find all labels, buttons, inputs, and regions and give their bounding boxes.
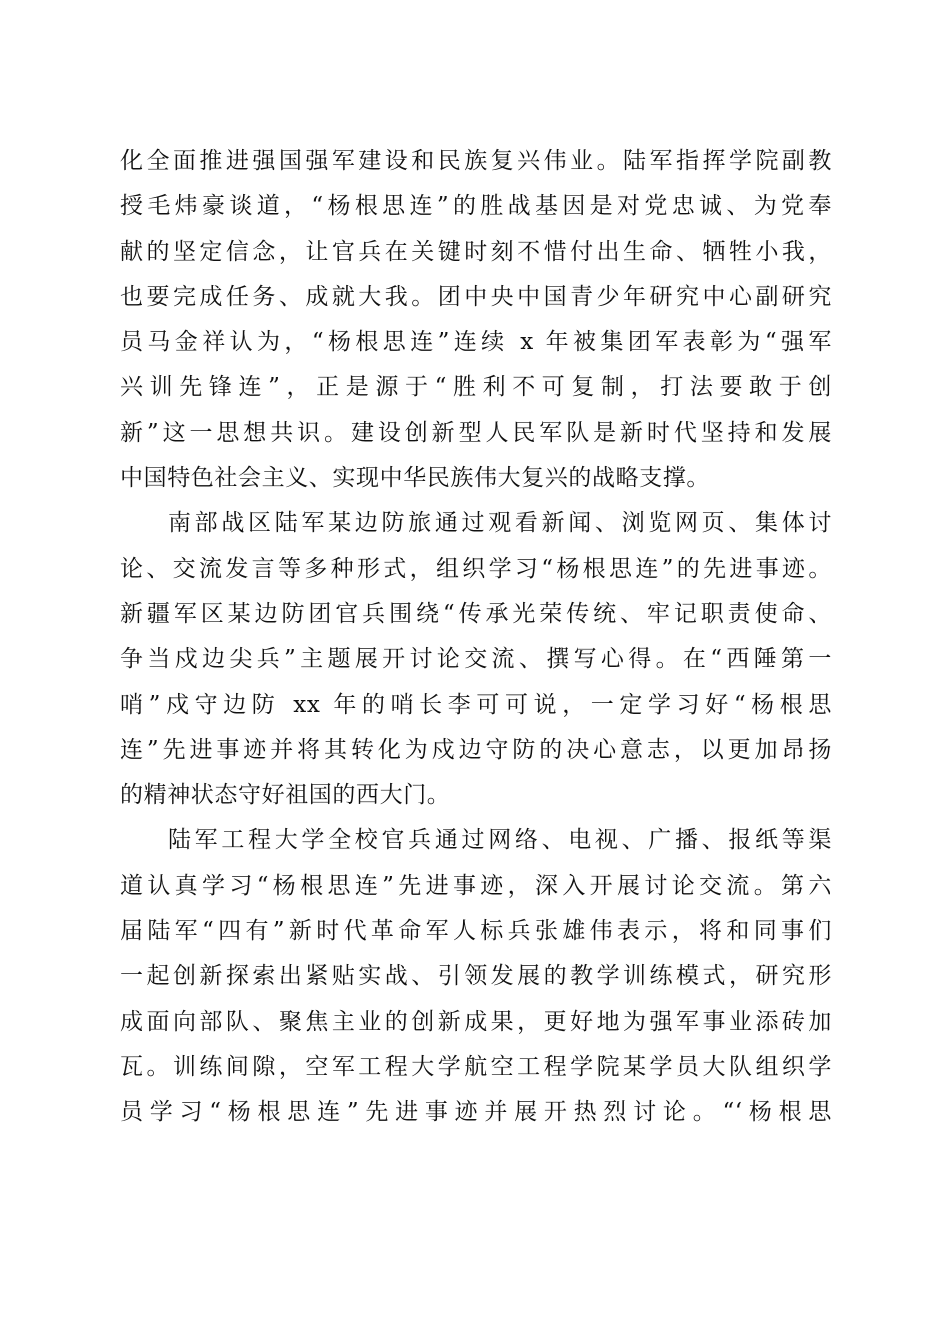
text-line: 也要完成任务、成就大我。团中央中国青少年研究中心副研究 (120, 283, 832, 310)
text-line: 道认真学习“杨根思连”先进事迹，深入开展讨论交流。第六 (120, 872, 832, 899)
text-line: 瓦。训练间隙，空军工程大学航空工程学院某学员大队组织学 (120, 1053, 832, 1080)
text-line: 授毛炜豪谈道，“杨根思连”的胜战基因是对党忠诚、为党奉 (120, 193, 832, 220)
body-text (120, 139, 832, 1136)
text-line: 员学习“杨根思连”先进事迹并展开热烈讨论。“‘杨根思 (120, 1099, 832, 1126)
text-line: 成面向部队、聚焦主业的创新成果，更好地为强军事业添砖加 (120, 1008, 832, 1035)
text-line: 南部战区陆军某边防旅通过观看新闻、浏览网页、集体讨 (168, 510, 832, 537)
text-line: 献的坚定信念，让官兵在关键时刻不惜付出生命、牺牲小我， (120, 238, 832, 265)
text-line: 新”这一思想共识。建设创新型人民军队是新时代坚持和发展 (120, 419, 832, 446)
paragraph-1 (120, 139, 832, 501)
text-line: 论、交流发言等多种形式，组织学习“杨根思连”的先进事迹。 (120, 555, 832, 582)
text-line: 争当戍边尖兵”主题展开讨论交流、撰写心得。在“西陲第一 (120, 646, 832, 673)
text-line: 连”先进事迹并将其转化为戍边守防的决心意志，以更加昂扬 (120, 736, 832, 763)
text-line: 的精神状态守好祖国的西大门。 (120, 782, 451, 809)
text-line: 届陆军“四有”新时代革命军人标兵张雄伟表示，将和同事们 (120, 918, 832, 945)
text-line: 新疆军区某边防团官兵围绕“传承光荣传统、牢记职责使命、 (120, 600, 832, 627)
text-line: 员马金祥认为，“杨根思连”连续 x 年被集团军表彰为“强军 (120, 329, 832, 356)
text-line: 中国特色社会主义、实现中华民族伟大复兴的战略支撑。 (120, 465, 710, 492)
paragraph-2 (120, 501, 832, 818)
text-line: 陆军工程大学全校官兵通过网络、电视、广播、报纸等渠 (168, 827, 832, 854)
text-line: 一起创新探索出紧贴实战、引领发展的教学训练模式，研究形 (120, 963, 832, 990)
text-line: 兴训先锋连”，正是源于“胜利不可复制，打法要敢于创 (120, 374, 832, 401)
paragraph-3 (120, 818, 832, 1135)
text-line: 哨”戍守边防 xx 年的哨长李可可说，一定学习好“杨根思 (120, 691, 832, 718)
text-line: 化全面推进强国强军建设和民族复兴伟业。陆军指挥学院副教 (120, 148, 832, 174)
